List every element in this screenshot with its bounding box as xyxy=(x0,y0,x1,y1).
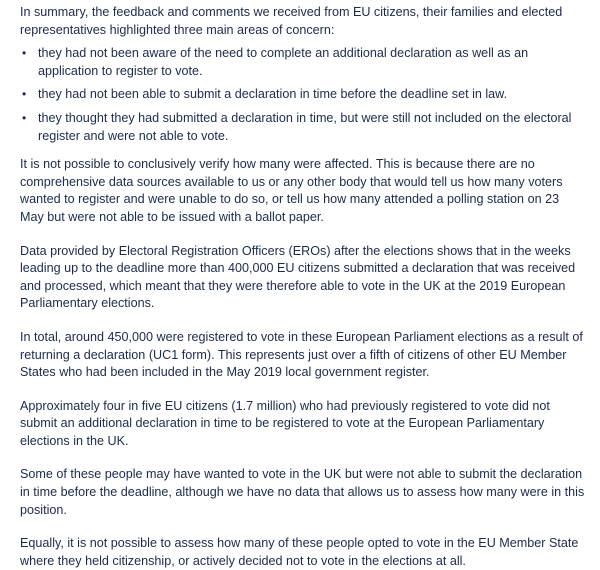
bullet-icon: • xyxy=(22,110,27,125)
list-item-text: they had not been aware of the need to complete an additional declaration as well as an application to register to vote. xyxy=(38,46,529,78)
paragraph: Data provided by Electoral Registration Officers (EROs) after the elections shows that in the weeks leading up to the deadline more than 400,000 EU citizens submitted a declaration that was received and processed, which meant that they were therefore able to vote in the UK at the 2019 European Parliamentary elections. xyxy=(20,243,576,311)
concerns-list xyxy=(20,45,586,145)
intro-paragraph: In summary, the feedback and comments we received from EU citizens, their families and elected representatives highlighted three main areas of concern: xyxy=(20,5,563,37)
paragraph: Some of these people may have wanted to vote in the UK but were not able to submit the declaration in time before the deadline, although we have no data that allows us to assess how many were in this position. xyxy=(20,467,585,517)
list-item xyxy=(20,45,586,80)
list-item-text: they thought they had submitted a declaration in time, but were still not included on the electoral register and were not able to vote. xyxy=(38,110,572,143)
paragraph: It is not possible to conclusively verify how many were affected. This is because there are no comprehensive data sources available to us or any other body that would tell us how many voters wanted to register and were unable to do so, or tell us how many attended a polling station on 23 May but were not able to be issued with a ballot paper. xyxy=(20,157,563,224)
list-item xyxy=(20,110,586,145)
list-item-text: they had not been able to submit a declaration in time before the deadline set in law. xyxy=(38,87,508,102)
paragraph: Equally, it is not possible to assess how many of these people opted to vote in the EU Member State where they held citizenship, or actively decided not to vote in the elections at all. xyxy=(20,536,579,568)
paragraph: Approximately four in five EU citizens (1.7 million) who had previously registered to vote did not submit an additional declaration in time to be registered to vote at the European Parliamentary elections in the UK. xyxy=(20,398,550,448)
bullet-icon: • xyxy=(22,46,27,61)
paragraph: In total, around 450,000 were registered to vote in these European Parliament elections as a result of returning a declaration (UC1 form). This represents just over a fifth of citizens of other EU Member States who had been included in the May 2019 local government register. xyxy=(20,329,583,380)
bullet-icon: • xyxy=(22,87,27,102)
list-item xyxy=(20,86,586,104)
